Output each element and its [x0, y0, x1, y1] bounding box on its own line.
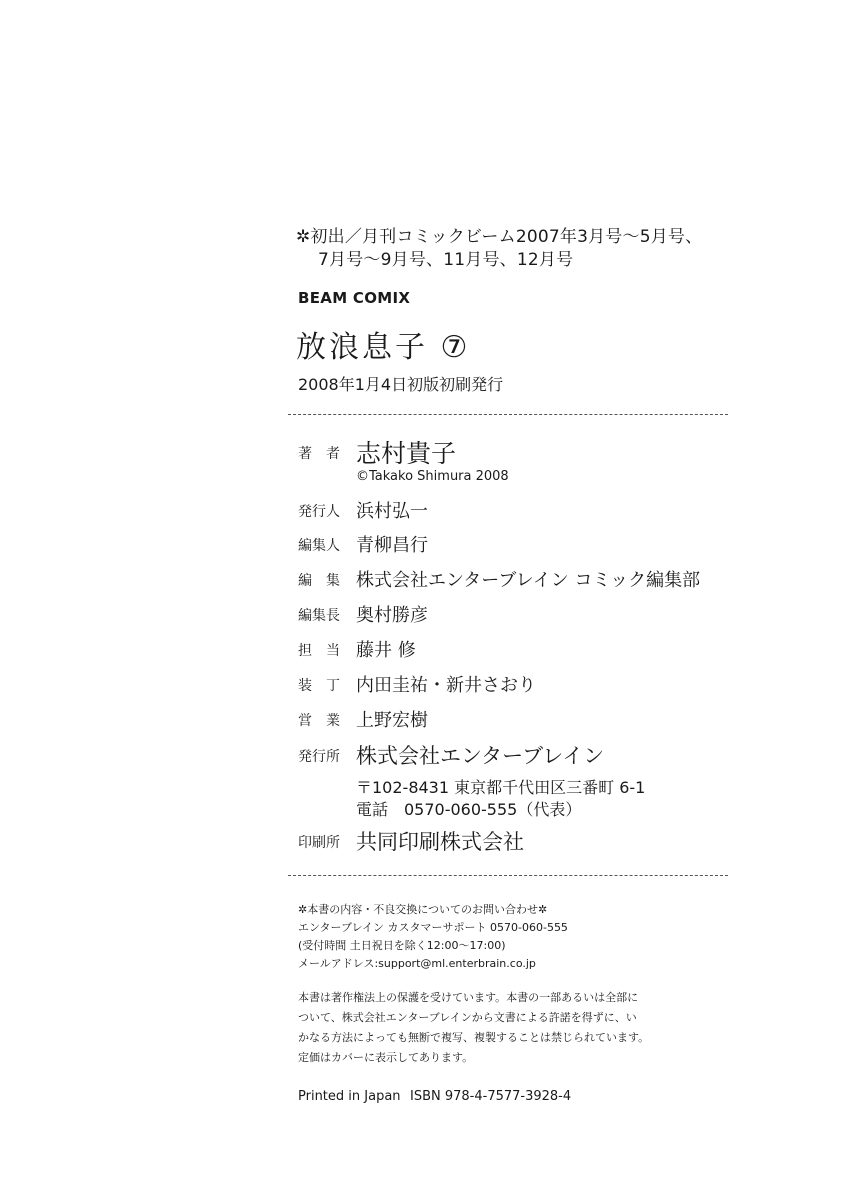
publisher-name: 株式会社エンターブレイン	[356, 744, 605, 768]
first-publication-line-1: ✲初出／月刊コミックビーム2007年3月号〜5月号、	[296, 227, 703, 247]
design-label: 装 丁	[298, 678, 340, 694]
isbn: ISBN 978-4-7577-3928-4	[410, 1089, 572, 1104]
publisher-phone: 電話 0570-060-555（代表）	[356, 800, 582, 819]
sales-name: 上野宏樹	[356, 710, 428, 731]
in-charge-name: 藤井 修	[356, 640, 416, 661]
chief-editor-name: 奥村勝彦	[356, 605, 428, 626]
publisher-address: 〒102-8431 東京都千代田区三番町 6-1	[356, 778, 646, 797]
publication-date: 2008年1月4日初版初刷発行	[298, 375, 504, 394]
chief-editor-label: 編集長	[298, 608, 340, 624]
printer-name: 共同印刷株式会社	[356, 830, 524, 854]
printed-in: Printed in Japan	[298, 1089, 401, 1104]
sales-label: 営 業	[298, 713, 340, 729]
notice-line-4: 定価はカバーに表示してあります。	[298, 1051, 474, 1064]
support-hours: (受付時間 土日祝日を除く12:00〜17:00)	[298, 939, 506, 952]
publisher-person-name: 浜村弘一	[356, 501, 428, 522]
notice-line-1: 本書は著作権法上の保護を受けています。本書の一部あるいは全部に	[298, 991, 639, 1004]
editor-person-name: 青柳昌行	[356, 535, 428, 556]
editorial-label: 編 集	[298, 573, 340, 589]
editorial-value: 株式会社エンターブレイン コミック編集部	[356, 570, 701, 591]
divider-middle	[288, 875, 728, 876]
printer-label: 印刷所	[298, 835, 340, 851]
book-title: 放浪息子 ⑦	[296, 330, 471, 365]
publisher-person-label: 発行人	[298, 504, 340, 520]
author-name: 志村貴子	[356, 439, 457, 468]
publisher-label: 発行所	[298, 749, 340, 765]
support-email: メールアドレス:support@ml.enterbrain.co.jp	[298, 957, 536, 970]
imprint-label: BEAM COMIX	[298, 289, 411, 307]
in-charge-label: 担 当	[298, 643, 340, 659]
notice-line-2: ついて、株式会社エンターブレインから文書による許諾を得ずに、い	[298, 1011, 637, 1024]
notice-line-3: かなる方法によっても無断で複写、複製することは禁じられています。	[298, 1031, 650, 1044]
copyright-notice: ©Takako Shimura 2008	[356, 469, 509, 484]
editor-person-label: 編集人	[298, 538, 340, 554]
author-label: 著 者	[298, 446, 340, 462]
design-names: 内田圭祐・新井さおり	[356, 675, 536, 696]
support-contact: エンターブレイン カスタマーサポート 0570-060-555	[298, 921, 568, 934]
support-heading: ✲本書の内容・不良交換についてのお問い合わせ✲	[298, 903, 548, 916]
first-publication-line-2: 7月号〜9月号、11月号、12月号	[318, 250, 574, 270]
divider-top	[288, 414, 728, 415]
